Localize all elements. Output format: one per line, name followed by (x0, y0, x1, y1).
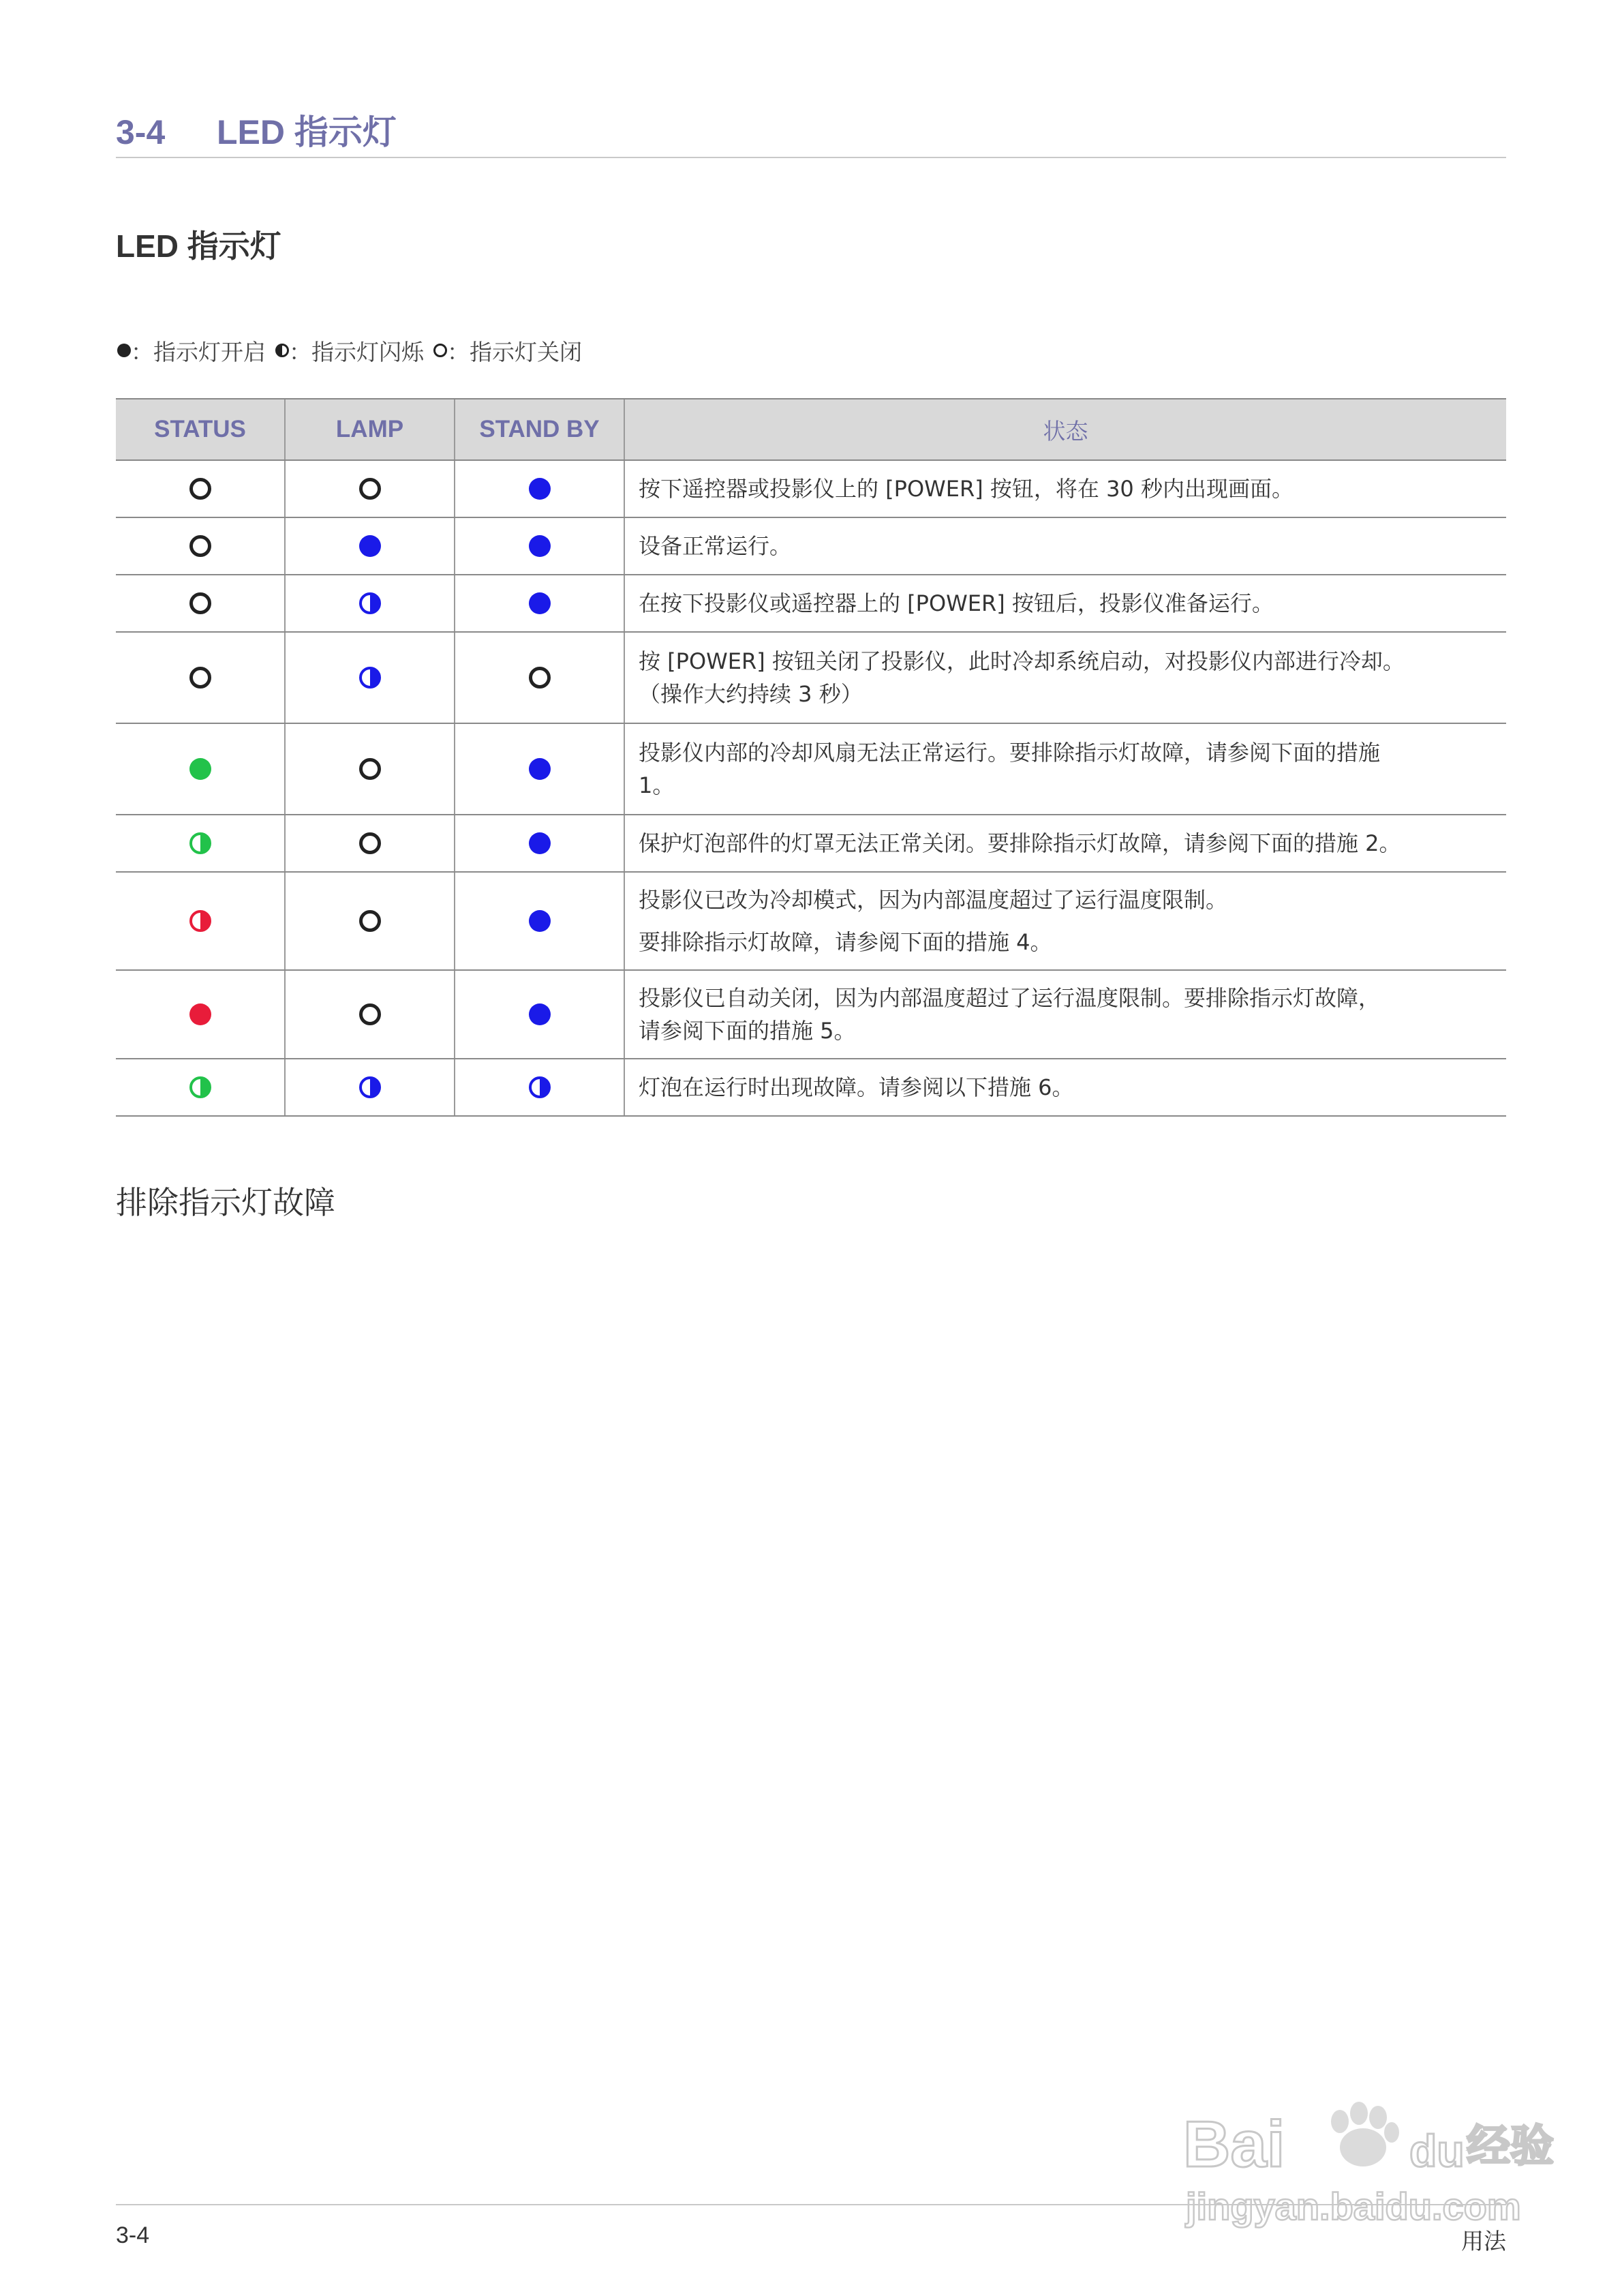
baidu-paw-icon (1331, 2102, 1399, 2166)
description-cell (624, 970, 1506, 1059)
standby-cell (455, 970, 624, 1059)
lamp-cell (285, 970, 455, 1059)
chapter-name: 用法 (1461, 2228, 1506, 2254)
description-cell (624, 815, 1506, 872)
lamp-cell (285, 723, 455, 815)
table-header-row (116, 399, 1506, 460)
header-status: STATUS (116, 399, 285, 460)
legend-on (117, 335, 266, 367)
led-blink-icon (275, 344, 289, 357)
status-cell (116, 1059, 285, 1116)
standby-cell (455, 723, 624, 815)
watermark-brand-du: du (1409, 2126, 1465, 2176)
standby-cell (455, 815, 624, 872)
standby-cell (455, 517, 624, 575)
legend-on-label: ：指示灯开启 (131, 338, 266, 365)
page-number: 3-4 (116, 2222, 150, 2248)
standby-cell (455, 575, 624, 632)
table-row (116, 872, 1506, 970)
led-off-icon (359, 758, 381, 780)
led-on-icon (529, 758, 551, 780)
table-body (116, 460, 1506, 1116)
lamp-cell (285, 872, 455, 970)
table-row (116, 632, 1506, 723)
legend-blink (275, 335, 424, 367)
led-on-icon (189, 1003, 211, 1025)
led-off-icon (359, 832, 381, 854)
led-blink-icon (359, 667, 381, 689)
led-legend (117, 331, 592, 369)
table-row (116, 723, 1506, 815)
led-status-table (116, 398, 1506, 1117)
legend-blink-label: ：指示灯闪烁 (289, 338, 424, 365)
description-line: 在按下投影仪或遥控器上的 [POWER] 按钮后，投影仪准备运行。 (639, 590, 1274, 616)
status-cell (116, 517, 285, 575)
watermark-brand: Bai (1183, 2108, 1285, 2181)
description-cell (624, 1059, 1506, 1116)
led-on-icon (359, 535, 381, 557)
footer-divider (116, 2204, 1506, 2205)
status-cell (116, 815, 285, 872)
led-off-icon (189, 592, 211, 614)
led-off-icon (189, 667, 211, 689)
description-line: 要排除指示灯故障，请参阅下面的措施 4。 (639, 929, 1052, 955)
header-lamp: LAMP (285, 399, 455, 460)
status-cell (116, 575, 285, 632)
lamp-cell (285, 517, 455, 575)
status-cell (116, 970, 285, 1059)
description-line: 投影仪已改为冷却模式，因为内部温度超过了运行温度限制。 (639, 887, 1228, 913)
description-line: 设备正常运行。 (639, 533, 792, 559)
description-line: 保护灯泡部件的灯罩无法正常关闭。要排除指示灯故障，请参阅下面的措施 2。 (639, 830, 1401, 856)
watermark-cn: 经验 (1467, 2121, 1554, 2172)
table-row (116, 815, 1506, 872)
section-number: 3-4 (116, 113, 166, 151)
lamp-cell (285, 1059, 455, 1116)
led-off-icon (433, 344, 447, 357)
led-blink-icon (189, 1076, 211, 1098)
standby-cell (455, 872, 624, 970)
led-on-icon (529, 910, 551, 932)
led-blink-icon (529, 1076, 551, 1098)
description-cell (624, 723, 1506, 815)
led-on-icon (529, 592, 551, 614)
led-blink-icon (189, 910, 211, 932)
page-subtitle: LED 指示灯 (116, 228, 281, 264)
led-off-icon (189, 478, 211, 500)
table-row (116, 517, 1506, 575)
standby-cell (455, 1059, 624, 1116)
led-off-icon (359, 478, 381, 500)
section-title-text: LED 指示灯 (217, 113, 397, 151)
lamp-cell (285, 575, 455, 632)
status-cell (116, 723, 285, 815)
description-cell (624, 460, 1506, 517)
status-cell (116, 460, 285, 517)
description-line: 投影仪内部的冷却风扇无法正常运行。要排除指示灯故障，请参阅下面的措施 (639, 740, 1381, 766)
status-cell (116, 872, 285, 970)
section-title (116, 105, 1506, 158)
description-cell (624, 632, 1506, 723)
led-on-icon (529, 1003, 551, 1025)
status-cell (116, 632, 285, 723)
description-line: 灯泡在运行时出现故障。请参阅以下措施 6。 (639, 1074, 1074, 1100)
description-line: 投影仪已自动关闭，因为内部温度超过了运行温度限制。要排除指示灯故障， (639, 985, 1381, 1011)
table-row (116, 575, 1506, 632)
led-off-icon (529, 667, 551, 689)
led-on-icon (189, 758, 211, 780)
description-cell (624, 517, 1506, 575)
led-off-icon (189, 535, 211, 557)
description-line: （操作大约持续 3 秒） (639, 681, 863, 707)
description-cell (624, 575, 1506, 632)
legend-off-label: ：指示灯关闭 (447, 338, 582, 365)
description-line: 1。 (639, 772, 675, 798)
table-row (116, 460, 1506, 517)
table-row (116, 970, 1506, 1059)
legend-off (433, 335, 582, 367)
led-off-icon (359, 910, 381, 932)
troubleshoot-heading: 排除指示灯故障 (116, 1184, 335, 1221)
description-cell (624, 872, 1506, 970)
header-description: 状态 (624, 399, 1506, 460)
lamp-cell (285, 632, 455, 723)
lamp-cell (285, 815, 455, 872)
led-on-icon (529, 832, 551, 854)
led-off-icon (359, 1003, 381, 1025)
description-line: 按 [POWER] 按钮关闭了投影仪，此时冷却系统启动，对投影仪内部进行冷却。 (639, 648, 1405, 674)
led-blink-icon (359, 592, 381, 614)
lamp-cell (285, 460, 455, 517)
standby-cell (455, 460, 624, 517)
baidu-jingyan-watermark (1159, 2059, 1554, 2236)
header-standby: STAND BY (455, 399, 624, 460)
led-on-icon (117, 344, 131, 357)
description-line: 按下遥控器或投影仪上的 [POWER] 按钮，将在 30 秒内出现画面。 (639, 476, 1294, 502)
description-line: 请参阅下面的措施 5。 (639, 1018, 856, 1044)
led-blink-icon (359, 1076, 381, 1098)
watermark-url: jingyan.baidu.com (1186, 2185, 1521, 2228)
led-blink-icon (189, 832, 211, 854)
standby-cell (455, 632, 624, 723)
table-row (116, 1059, 1506, 1116)
led-on-icon (529, 535, 551, 557)
led-on-icon (529, 478, 551, 500)
